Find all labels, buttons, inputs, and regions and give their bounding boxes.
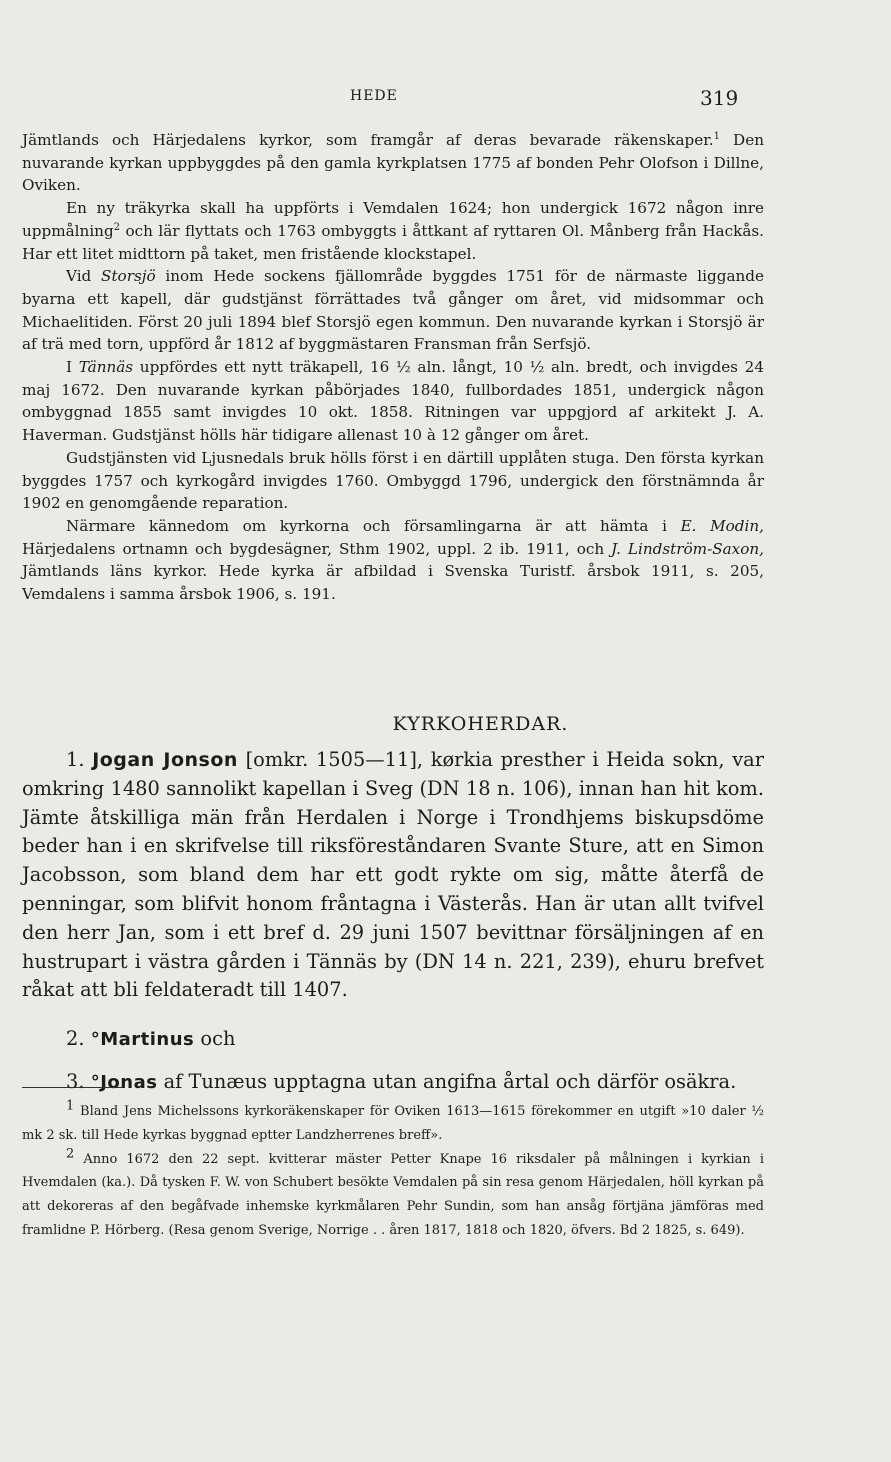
clergy-name: °Martinus [90,1029,195,1051]
footnote-ref-1: 1 [713,130,720,142]
clergy-list [22,746,764,1098]
footnote-2: $^2$ Anno 1672 den 22 sept. kvitterar mäster Petter Knape 16 riksdaler på målningen i kyrkian i Hvemdalen (ka.). Då tysken F. W. von Schubert besökte Vemdalen på sin resa genom Härjedalen, höll kyrkan på att dekoreras af den begåfvade inhemske kyrkmålaren Pehr Sundin, som han ansåg förtjäna jämföras med framlidne P. Hörberg. (Resa genom Sverige, Norrige . . åren 1817, 1818 och 1820, öfvers. Bd 2 1825, s. 649). [22,1146,764,1238]
paragraph-kyrkplatsen: Jämtlands och Härjedalens kyrkor, som framgår af deras bevarade räkenskaper.$^1$ Den nuvarande kyrkan uppbyggdes på den gamla kyrkplatsen 1775 af bonden Pehr Olofson i Dillne, Oviken. [22,130,764,195]
footnote-mark: 2 [66,1146,75,1162]
place-name-tannas: Tännäs [78,358,134,377]
author-lindstrom-saxon: J. Lindström-Saxon, [611,539,764,558]
paragraph-references: Närmare kännedom om kyrkorna och församlingarna är att hämta i E. Modin, Härjedalens ortnamn och bygdesägner, Sthm 1902, uppl. 2 ib. 1911, och J. Lindström-Saxon, Jämtlands läns kyrkor. Hede kyrka är afbildad i Svenska Turistf. årsbok 1911, s. 205, Vemdalens i samma årsbok 1906, s. 191. [22,516,764,604]
paragraph-tannas: I Tännäs uppfördes ett nytt träkapell, 16 ½ aln. långt, 10 ½ aln. bredt, och invigdes 24 maj 1672. Den nuvarande kyrkan påbörjades 1840, fullbordades 1851, undergick någon ombyggnad 1855 samt invigdes 10 okt. 1858. Ritningen var uppgjord af arkitekt J. A. Haverman. Gudstjänst hölls här tidigare allenast 10 à 12 gånger om året. [22,358,764,445]
entry-number: 1. [66,748,85,771]
place-name-storsjo: Storsjö [101,267,156,286]
footnote-mark: 1 [66,1098,75,1114]
clergy-entry: 2. °Martinus och [66,1027,236,1051]
clergy-name: °Jonas [90,1071,158,1093]
clergy-entry: 1. Jogan Jonson [omkr. 1505—11], kørkia presther i Heida sokn, var omkring 1480 sannolikt kapellan i Sveg (DN 18 n. 106), innan han hit kom. Jämte åtskilliga män från Herdalen i Norge i Trondhjems biskupsdöme beder han i en skrifvelse till riksföreståndaren Svante Sture, att en Simon Jacobsson, som bland dem har ett godt rykte om sig, måtte återfå de penningar, som blifvit honom fråntagna i Västerås. Han är utan allt tvifvel den herr Jan, som i ett bref d. 29 juni 1507 bevittnar försäljningen af en hustrupart i västra gården i Tännäs by (DN 14 n. 221, 239), ehuru brefvet råkat att bli feldateradt till 1407. [22,748,764,1002]
page-number: 319 [700,86,739,110]
paragraph-ljusnedal: Gudstjänsten vid Ljusnedals bruk hölls först i en därtill upplåten stuga. Den första kyrkan byggdes 1757 och kyrkogård invigdes 1760. Ombyggd 1796, undergick den förstnämnda år 1902 en genomgående reparation. [22,448,764,513]
running-head: HEDE [350,88,398,104]
footnote-divider [22,1087,122,1088]
author-modin: E. Modin, [680,516,764,535]
section-heading: KYRKOHERDAR. [392,713,569,735]
entry-number: 3. [66,1069,85,1093]
body-text [22,129,764,606]
footnote-1: $^1$ Bland Jens Michelssons kyrkoräkenskaper för Oviken 1613—1615 förekommer en utgift »10 daler ½ mk 2 sk. till Hede kyrkas byggnad eptter Landzherrenes breff». [22,1098,764,1143]
clergy-name: Jogan Jonson [92,749,238,771]
footnotes [22,1100,764,1243]
clergy-entry: 3. °Jonas af Tunæus upptagna utan angifna årtal och därför osäkra. [66,1069,737,1093]
paragraph-storsjo: Vid Storsjö inom Hede sockens fjällområde byggdes 1751 för de närmaste liggande byarna ett kapell, där gudstjänst förrättades två gånger om året, vid midsommar och Michaelitiden. Först 20 juli 1894 blef Storsjö egen kommun. Den nuvarande kyrkan i Storsjö är af trä med torn, uppförd år 1812 af byggmästaren Fransman från Serfsjö. [22,267,765,354]
entry-number: 2. [66,1027,85,1051]
footnote-ref-2: 2 [113,221,120,233]
page-header [0,86,891,116]
paragraph-vemdalen: En ny träkyrka skall ha uppförts i Vemdalen 1624; hon undergick 1672 någon inre uppmålning$^2$ och lär flyttats och 1763 ombyggts i åttkant af ryttaren Ol. Månberg från Hackås. Har ett litet midttorn på taket, men fristående klockstapel. [22,199,764,263]
